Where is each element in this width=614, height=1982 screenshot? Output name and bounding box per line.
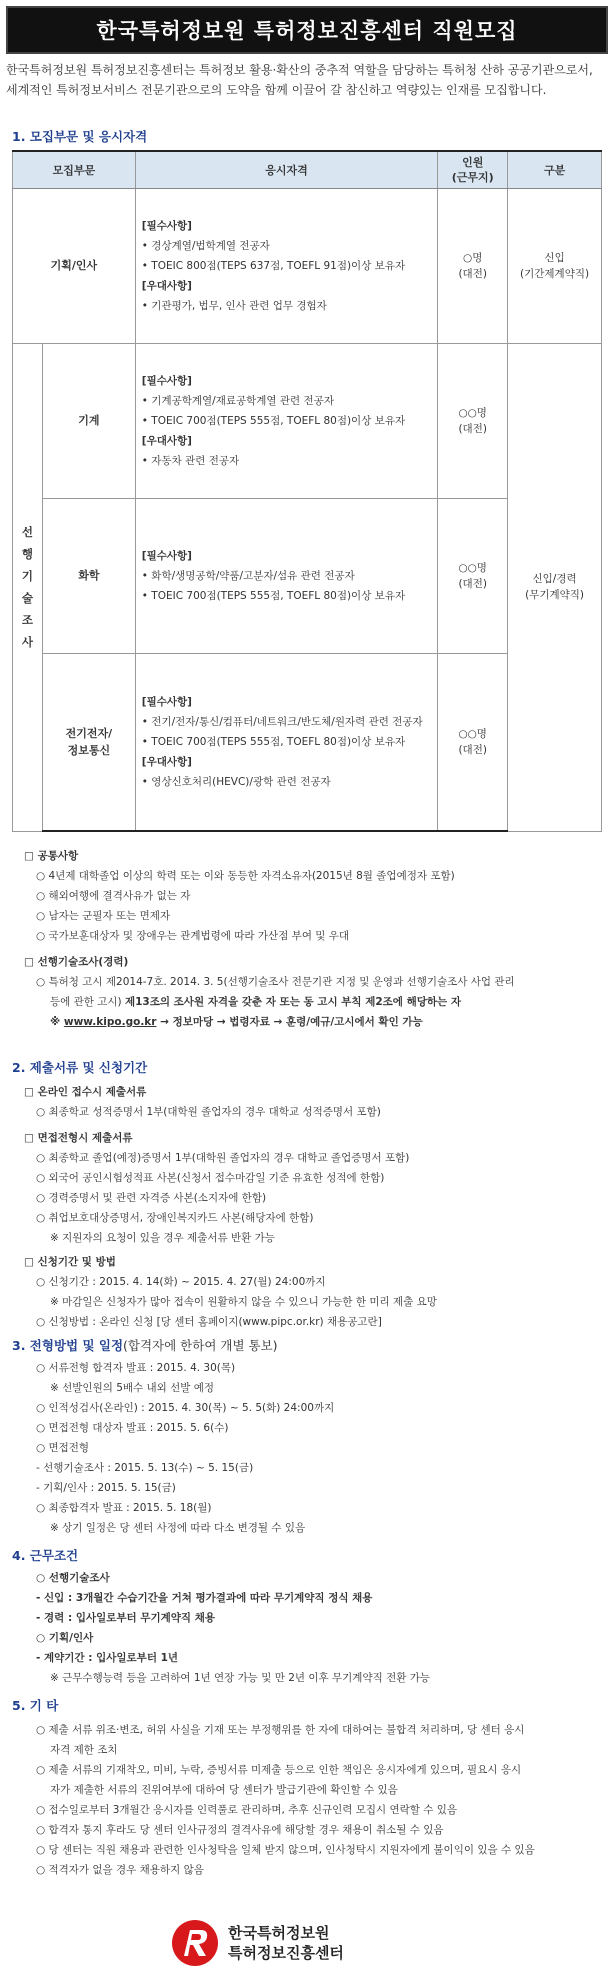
- logo-line-2: 특허정보진흥센터: [228, 1944, 344, 1962]
- schedule-item: ○ 인적성검사(온라인) : 2015. 4. 30(목) ~ 5. 5(화) 24:00까지: [36, 1402, 335, 1414]
- header-type: 구분: [508, 151, 602, 188]
- dept-cell: 기획/인사: [13, 188, 136, 343]
- schedule-item: ※ 선발인원의 5배수 내외 선발 예정: [50, 1382, 215, 1394]
- online-documents: □ 온라인 접수시 제출서류 ○ 최종학교 성적증명서 1부(대학원 졸업자의 경우 대학교 성적증명서 포함): [24, 1086, 381, 1118]
- dept-cell: 화학: [42, 498, 135, 653]
- section-3-title: 3. 전형방법 및 일정(합격자에 한하여 개별 통보): [12, 1338, 278, 1353]
- table-row-planning: [13, 188, 602, 343]
- count-cell: ○○명 (대전): [438, 498, 508, 653]
- vertical-label-prior-art: 선 행 기 술 조 사: [13, 343, 43, 831]
- organization-logo: [170, 1918, 470, 1968]
- schedule-item: ○ 서류전형 합격자 발표 : 2015. 4. 30(목): [36, 1362, 236, 1374]
- work-conditions: ○ 선행기술조사 - 신입 : 3개월간 수습기간을 거쳐 평가결과에 따라 무기계약직 정식 채용 - 경력 : 입사일로부터 무기계약직 채용 ○ 기획/인사 - 계약기간 : 입사일로부터 1년 ※ 근무수행능력 등을 고려하여 1년 연장 가능 및 만 2년 이후 무기계약직 전환 가능: [36, 1572, 430, 1684]
- type-cell: 신입/경력 (무기계약직): [508, 343, 602, 831]
- dept-cell: 전기전자/ 정보통신: [42, 653, 135, 831]
- interview-documents: □ 면접전형시 제출서류 ○ 최종학교 졸업(예정)증명서 1부(대학원 졸업자의 경우 대학교 졸업증명서 포함) ○ 외국어 공인시험성적표 사본(신청서 접수마감일 기준 유효한 성적에 한함) ○ 경력증명서 및 관련 자격증 사본(소지자에 한함) ○ 취업보호대상증명서, 장애인복지카드 사본(해당자에 한함) ※ 지원자의 요청이 있을 경우 제출서류 반환 가능: [24, 1132, 410, 1244]
- count-cell: ○○명 (대전): [438, 343, 508, 498]
- schedule-item: ○ 면접전형 대상자 발표 : 2015. 5. 6(수): [36, 1422, 229, 1434]
- schedule-item: - 기획/인사 : 2015. 5. 15(금): [36, 1482, 176, 1494]
- dept-cell: 기계: [42, 343, 135, 498]
- schedule-item: ○ 최종합격자 발표 : 2015. 5. 18(월): [36, 1502, 212, 1514]
- header-count: 인원 (근무지): [438, 151, 508, 188]
- header-dept: 모집부문: [13, 151, 136, 188]
- qualification-cell: [필수사항] • 경상계열/법학계열 전공자 • TOEIC 800점(TEPS 637점, TOEFL 91점)이상 보유자 [우대사항] • 기관평가, 법무, 인사 관련 업무 경험자: [135, 188, 437, 343]
- count-cell: ○명 (대전): [438, 188, 508, 343]
- section-4-title: 4. 근무조건: [12, 1548, 79, 1563]
- qualification-cell: [필수사항] • 화학/생명공학/약품/고분자/섬유 관련 전공자 • TOEIC 700점(TEPS 555점, TOEFL 80점)이상 보유자: [135, 498, 437, 653]
- intro-paragraph: 한국특허정보원 특허정보진흥센터는 특허정보 활용·확산의 중추적 역할을 담당하는 특허청 산하 공공기관으로서, 세계적인 특허정보서비스 전문기관으로의 도약을 함께 이끌어 갈 참신하고 역량있는 인재를 모집합니다.: [6, 63, 593, 97]
- table-row-mechanical: [13, 343, 602, 498]
- section-1-title: 1. 모집부문 및 응시자격: [12, 129, 148, 144]
- recruitment-table: [12, 150, 602, 832]
- schedule-item: ○ 면접전형: [36, 1442, 90, 1454]
- page-banner: 한국특허정보원 특허정보진흥센터 직원모집: [6, 6, 608, 54]
- common-requirements: □ 공통사항 ○ 4년제 대학졸업 이상의 학력 또는 이와 동등한 자격소유자(2015년 8월 졸업예정자 포함) ○ 해외여행에 결격사유가 없는 자 ○ 남자는 군필자 또는 면제자 ○ 국가보훈대상자 및 장애우는 관계법령에 따라 가산점 부여 및 우대: [24, 850, 455, 942]
- schedule-list: [24, 1358, 604, 1538]
- section-2-title: 2. 제출서류 및 신청기간: [12, 1060, 148, 1075]
- prior-art-requirements: □ 선행기술조사(경력) ○ 특허청 고시 제2014-7호. 2014. 3. 5(선행기술조사 전문기관 지정 및 운영과 선행기술조사 사업 관리 등에 관한 고시) 제13조의 조사원 자격을 갖춘 자 또는 동 고시 부칙 제2조에 해당하는 자 ※ www.kipo.go.kr → 정보마당 → 법령자료 → 훈령/예규/고시에서 확인 가능: [24, 956, 515, 1028]
- logo-mark-icon: [170, 1918, 220, 1968]
- etc-notes: ○ 제출 서류 위조·변조, 허위 사실을 기재 또는 부정행위를 한 자에 대하여는 불합격 처리하며, 당 센터 응시 자격 제한 조치 ○ 제출 서류의 기재착오, 미비, 누락, 증빙서류 미제출 등으로 인한 책임은 응시자에게 있으며, 필요시 응시 자가 제출한 서류의 진위여부에 대하여 당 센터가 발급기관에 확인할 수 있음 ○ 접수일로부터 3개월간 응시자를 인력풀로 관리하며, 추후 신규인력 모집시 연락할 수 있음 ○ 합격자 통지 후라도 당 센터 인사규정의 결격사유에 해당할 경우 채용이 취소될 수 있음 ○ 당 센터는 직원 채용과 관련한 인사청탁을 일체 받지 않으며, 인사청탁시 지원자에게 불이익이 있을 수 있음 ○ 적격자가 없을 경우 채용하지 않음: [36, 1724, 535, 1876]
- qualification-cell: [필수사항] • 기계공학계열/재료공학계열 관련 전공자 • TOEIC 700점(TEPS 555점, TOEFL 80점)이상 보유자 [우대사항] • 자동차 관련 전공자: [135, 343, 437, 498]
- count-cell: ○○명 (대전): [438, 653, 508, 831]
- kipo-link[interactable]: www.kipo.go.kr: [63, 1016, 157, 1028]
- header-qualification: 응시자격: [135, 151, 437, 188]
- schedule-item: - 선행기술조사 : 2015. 5. 13(수) ~ 5. 15(금): [36, 1462, 254, 1474]
- schedule-item: ※ 상기 일정은 당 센터 사정에 따라 다소 변경될 수 있음: [50, 1522, 306, 1534]
- logo-line-1: 한국특허정보원: [228, 1924, 330, 1942]
- application-period: □ 신청기간 및 방법 ○ 신청기간 : 2015. 4. 14(화) ~ 2015. 4. 27(월) 24:00까지 ※ 마감일은 신청자가 많아 접속이 원활하지 않을 수 있으니 가능한 한 미리 제출 요망 ○ 신청방법 : 온라인 신청 [당 센터 홈페이지(www.pipc.or.kr) 채용공고란]: [24, 1256, 437, 1328]
- qualification-cell: [필수사항] • 전기/전자/통신/컴퓨터/네트워크/반도체/원자력 관련 전공자 • TOEIC 700점(TEPS 555점, TOEFL 80점)이상 보유자 [우대사항] • 영상신호처리(HEVC)/광학 관련 전공자: [135, 653, 437, 831]
- type-cell: 신입 (기간제계약직): [508, 188, 602, 343]
- section-5-title: 5. 기 타: [12, 1698, 59, 1713]
